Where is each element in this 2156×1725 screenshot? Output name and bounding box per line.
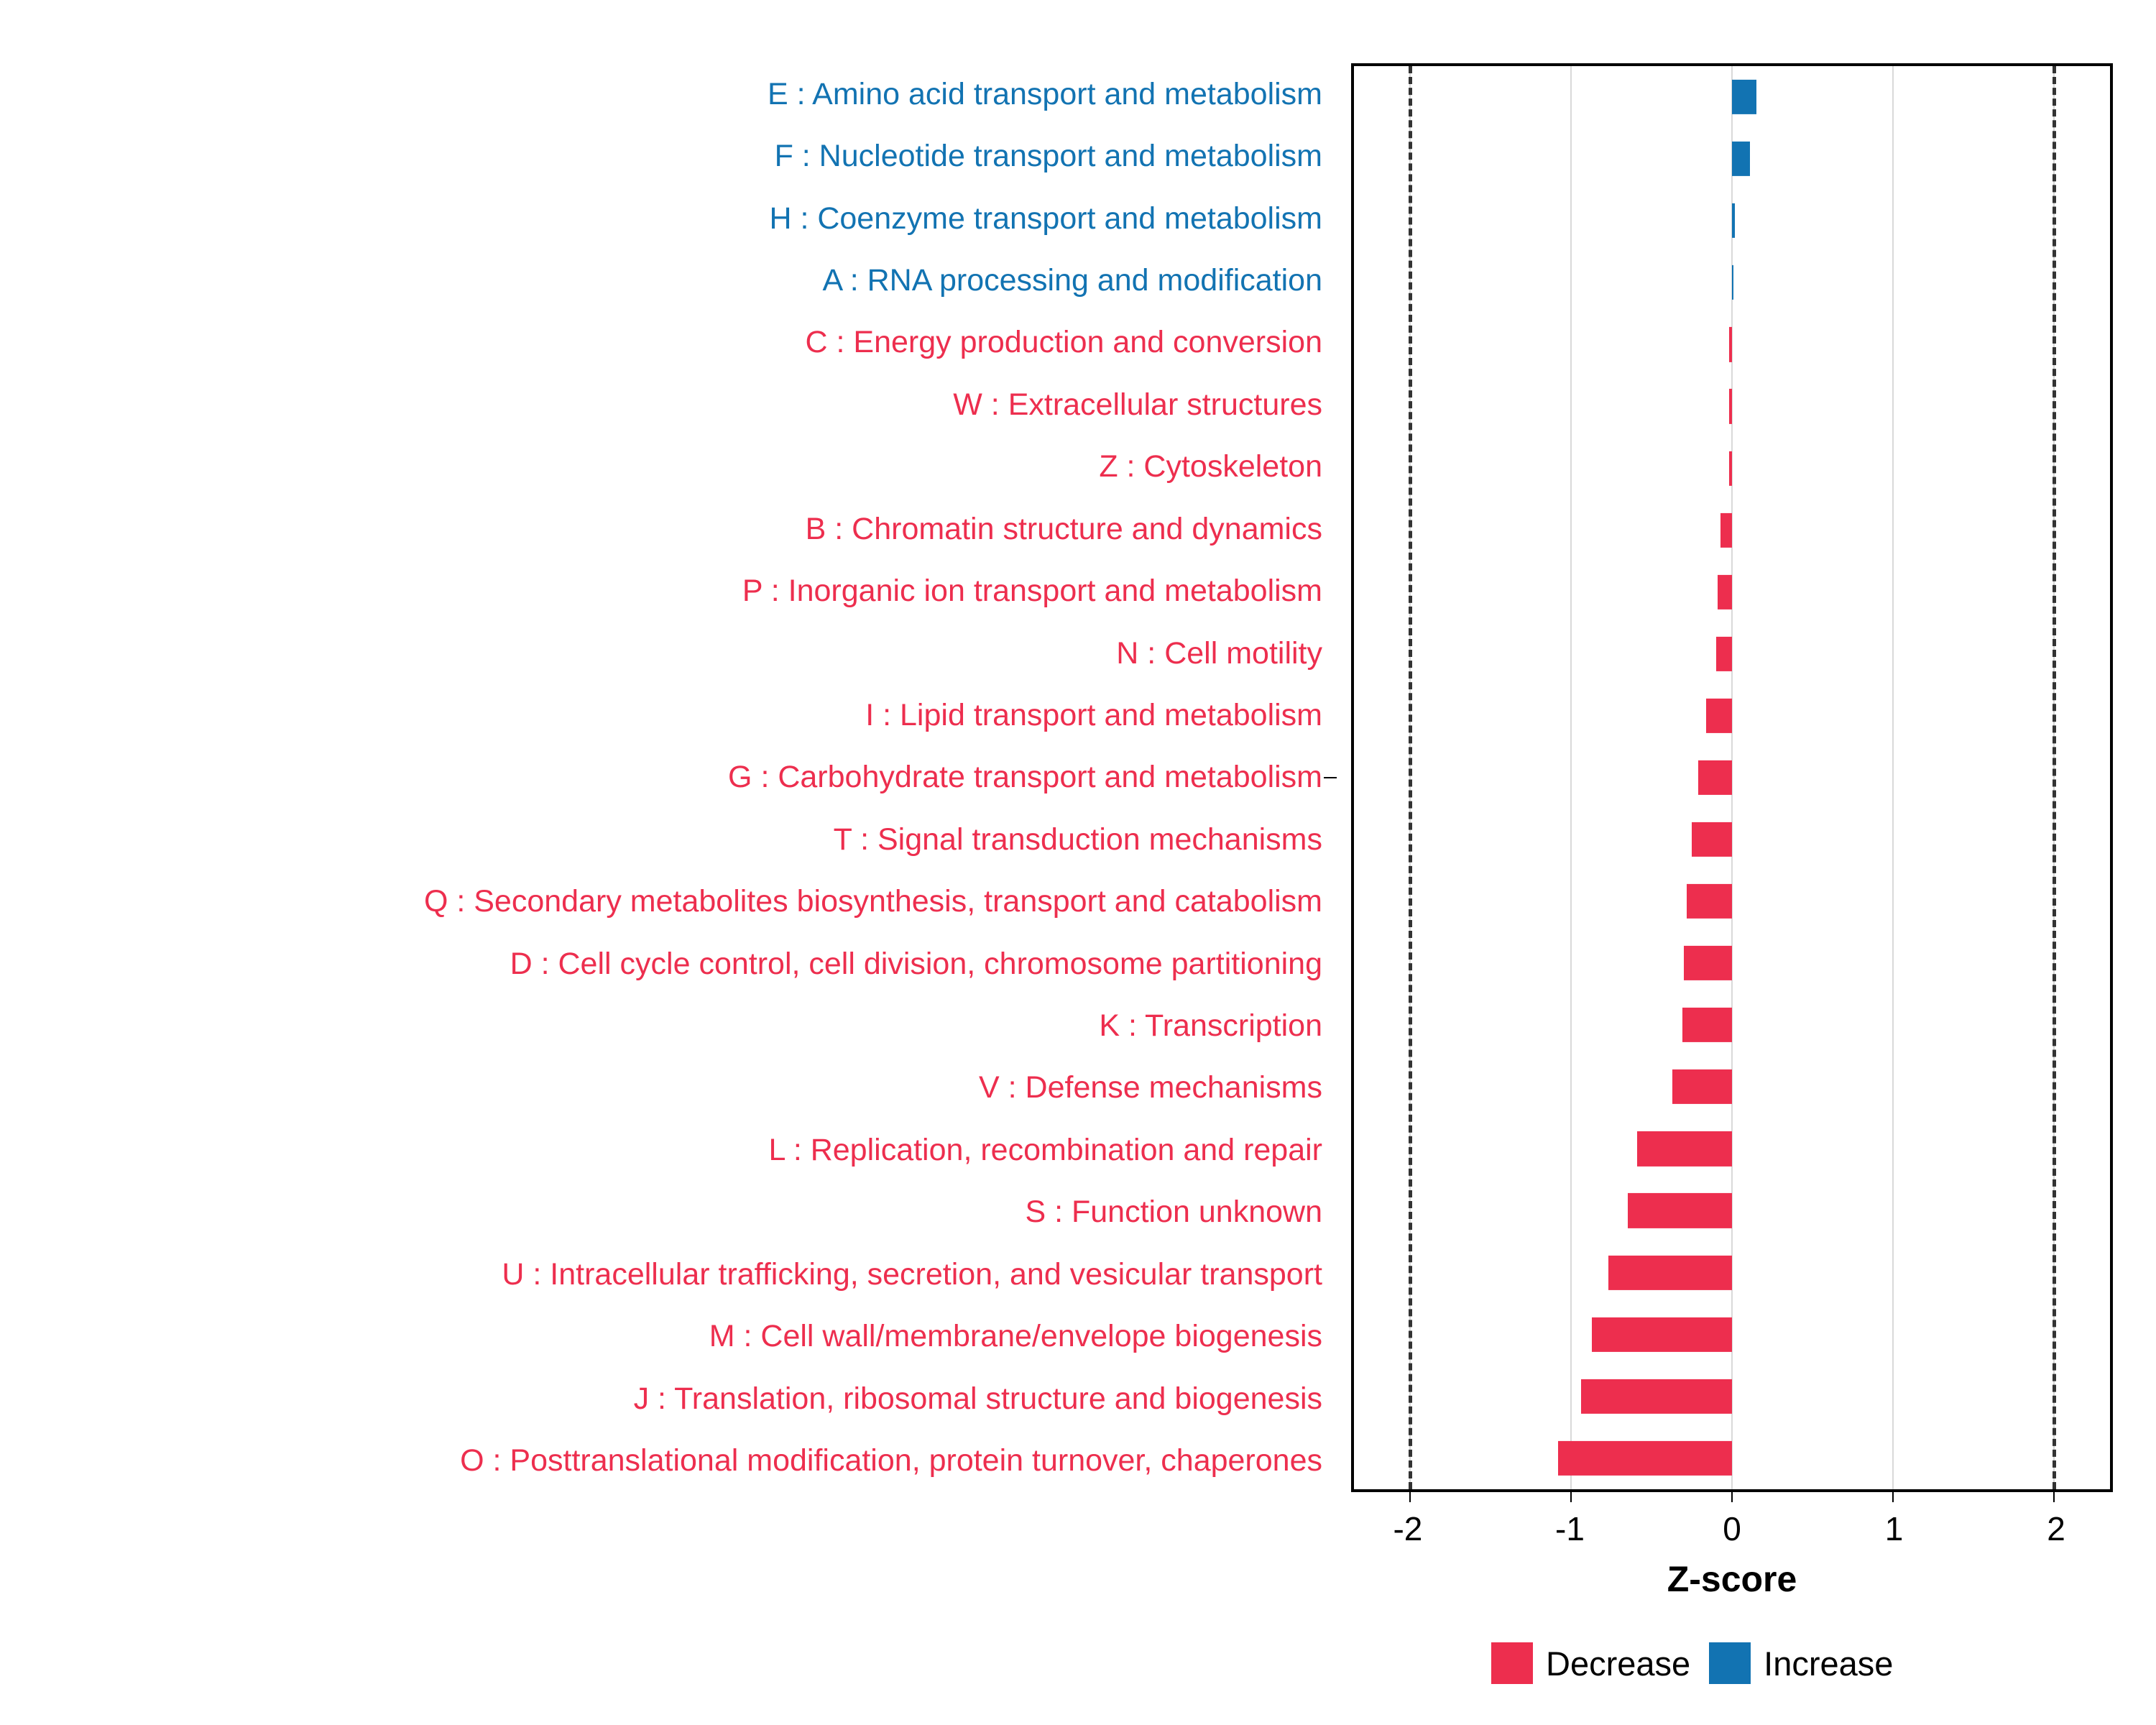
bar-row bbox=[1354, 66, 2110, 128]
y-axis-label: G : Carbohydrate transport and metabolism bbox=[728, 760, 1322, 795]
y-axis-label-row bbox=[0, 1119, 1337, 1181]
x-axis-tick bbox=[1409, 1489, 1411, 1502]
bar-row bbox=[1354, 1241, 2110, 1303]
plot-area bbox=[1351, 63, 2113, 1492]
bar-row bbox=[1354, 1427, 2110, 1489]
bar-row bbox=[1354, 252, 2110, 313]
bar bbox=[1732, 80, 1756, 114]
bar-row bbox=[1354, 623, 2110, 685]
bar bbox=[1729, 451, 1732, 485]
y-axis-label-row bbox=[0, 188, 1337, 249]
legend-swatch-increase bbox=[1709, 1642, 1751, 1684]
legend-item-decrease[interactable] bbox=[1491, 1642, 1690, 1684]
bar-row bbox=[1354, 809, 2110, 870]
bar-row bbox=[1354, 1118, 2110, 1179]
y-axis-label: T : Signal transduction mechanisms bbox=[833, 822, 1322, 857]
y-axis-label: V : Defense mechanisms bbox=[979, 1070, 1322, 1105]
y-axis-label-row bbox=[0, 374, 1337, 436]
bar bbox=[1720, 512, 1732, 547]
y-axis-label-row bbox=[0, 747, 1337, 809]
y-axis-label-row bbox=[0, 436, 1337, 498]
y-axis-label: E : Amino acid transport and metabolism bbox=[768, 76, 1322, 111]
y-axis-label-row bbox=[0, 312, 1337, 374]
bar bbox=[1706, 699, 1732, 733]
bar-row bbox=[1354, 747, 2110, 809]
y-axis-tick bbox=[1324, 777, 1337, 778]
bar-row bbox=[1354, 994, 2110, 1056]
x-axis-title: Z-score bbox=[1667, 1559, 1797, 1599]
y-axis-label: N : Cell motility bbox=[1116, 635, 1322, 671]
x-axis-tick bbox=[1570, 1489, 1572, 1502]
y-axis-label: L : Replication, recombination and repair bbox=[768, 1132, 1322, 1167]
y-axis-label: W : Extracellular structures bbox=[953, 387, 1322, 422]
bar bbox=[1684, 946, 1732, 980]
y-axis-label-row bbox=[0, 1057, 1337, 1119]
x-axis-tick-label: -2 bbox=[1393, 1510, 1423, 1547]
bar-row bbox=[1354, 128, 2110, 190]
bar-row bbox=[1354, 375, 2110, 437]
y-axis-label-row bbox=[0, 1368, 1337, 1430]
bar-row bbox=[1354, 500, 2110, 561]
bar bbox=[1687, 884, 1732, 919]
y-axis-label: P : Inorganic ion transport and metabolism bbox=[742, 574, 1322, 609]
bar bbox=[1698, 760, 1732, 795]
y-axis-label-row bbox=[0, 125, 1337, 187]
y-axis-label-row bbox=[0, 560, 1337, 622]
legend-item-increase[interactable] bbox=[1709, 1642, 1893, 1684]
legend bbox=[1491, 1642, 1893, 1684]
bar-row bbox=[1354, 1304, 2110, 1366]
y-axis-label-row bbox=[0, 1243, 1337, 1305]
bar bbox=[1718, 575, 1732, 610]
bar-row bbox=[1354, 1179, 2110, 1241]
threshold-line bbox=[1409, 66, 1412, 1489]
x-axis-tick bbox=[1731, 1489, 1733, 1502]
y-axis-label: I : Lipid transport and metabolism bbox=[865, 697, 1322, 732]
y-axis-label-row bbox=[0, 809, 1337, 870]
bar-row bbox=[1354, 561, 2110, 623]
y-axis-label: C : Energy production and conversion bbox=[805, 325, 1322, 360]
x-axis-tick bbox=[1892, 1489, 1894, 1502]
x-axis-tick-label: -1 bbox=[1555, 1510, 1585, 1547]
y-axis-label: F : Nucleotide transport and metabolism bbox=[774, 139, 1322, 174]
y-axis-label-row bbox=[0, 249, 1337, 311]
y-axis-label-row bbox=[0, 995, 1337, 1057]
bar bbox=[1732, 142, 1750, 176]
bar bbox=[1628, 1193, 1732, 1228]
bar-row bbox=[1354, 685, 2110, 747]
y-axis-label: J : Translation, ribosomal structure and biogenesis bbox=[633, 1381, 1322, 1416]
bar bbox=[1581, 1379, 1732, 1414]
bar bbox=[1682, 1008, 1732, 1042]
y-axis-labels bbox=[0, 63, 1337, 1492]
y-axis-label: D : Cell cycle control, cell division, chromosome partitioning bbox=[510, 946, 1322, 981]
y-axis-label: O : Posttranslational modification, protein turnover, chaperones bbox=[460, 1443, 1322, 1478]
y-axis-label-row bbox=[0, 1182, 1337, 1243]
bar-row bbox=[1354, 870, 2110, 932]
bar-row bbox=[1354, 313, 2110, 375]
y-axis-label: K : Transcription bbox=[1099, 1008, 1322, 1044]
x-axis-tick-labels bbox=[1351, 1509, 2113, 1548]
x-axis-tick-label: 1 bbox=[1884, 1510, 1904, 1547]
bar-row bbox=[1354, 1366, 2110, 1427]
y-axis-label: M : Cell wall/membrane/envelope biogenesis bbox=[709, 1319, 1322, 1354]
y-axis-label: S : Function unknown bbox=[1025, 1195, 1322, 1230]
bar-rows bbox=[1354, 66, 2110, 1489]
bar bbox=[1732, 203, 1735, 238]
bar bbox=[1558, 1441, 1732, 1476]
bar bbox=[1608, 1255, 1732, 1289]
bar bbox=[1729, 389, 1732, 423]
y-axis-label: H : Coenzyme transport and metabolism bbox=[769, 201, 1322, 236]
bar bbox=[1692, 822, 1732, 857]
legend-swatch-decrease bbox=[1491, 1642, 1533, 1684]
bar-row bbox=[1354, 437, 2110, 499]
y-axis-label-row bbox=[0, 1305, 1337, 1367]
bar bbox=[1716, 637, 1732, 671]
bar bbox=[1637, 1131, 1732, 1166]
bar-row bbox=[1354, 1056, 2110, 1118]
bar-row bbox=[1354, 190, 2110, 252]
y-axis-label-row bbox=[0, 498, 1337, 560]
x-axis-tick-label: 0 bbox=[1723, 1510, 1741, 1547]
y-axis-label: Q : Secondary metabolites biosynthesis, transport and catabolism bbox=[423, 884, 1322, 919]
y-axis-label: A : RNA processing and modification bbox=[822, 262, 1322, 298]
y-axis-label-row bbox=[0, 1430, 1337, 1491]
x-axis-tick bbox=[2053, 1489, 2055, 1502]
legend-label: Increase bbox=[1764, 1644, 1894, 1683]
y-axis-label-row bbox=[0, 622, 1337, 684]
threshold-line bbox=[2053, 66, 2056, 1489]
bar bbox=[1732, 265, 1733, 300]
y-axis-label-row bbox=[0, 870, 1337, 932]
y-axis-label-row bbox=[0, 684, 1337, 746]
bar-row bbox=[1354, 932, 2110, 994]
bar bbox=[1672, 1070, 1732, 1104]
bar bbox=[1729, 327, 1732, 362]
y-axis-label: U : Intracellular trafficking, secretion, and vesicular transport bbox=[502, 1256, 1322, 1292]
y-axis-label-row bbox=[0, 933, 1337, 995]
y-axis-label: B : Chromatin structure and dynamics bbox=[805, 511, 1322, 546]
legend-label: Decrease bbox=[1546, 1644, 1691, 1683]
x-axis-tick-label: 2 bbox=[2047, 1510, 2065, 1547]
y-axis-label: Z : Cytoskeleton bbox=[1099, 449, 1322, 484]
bar bbox=[1592, 1317, 1732, 1351]
y-axis-label-row bbox=[0, 63, 1337, 125]
